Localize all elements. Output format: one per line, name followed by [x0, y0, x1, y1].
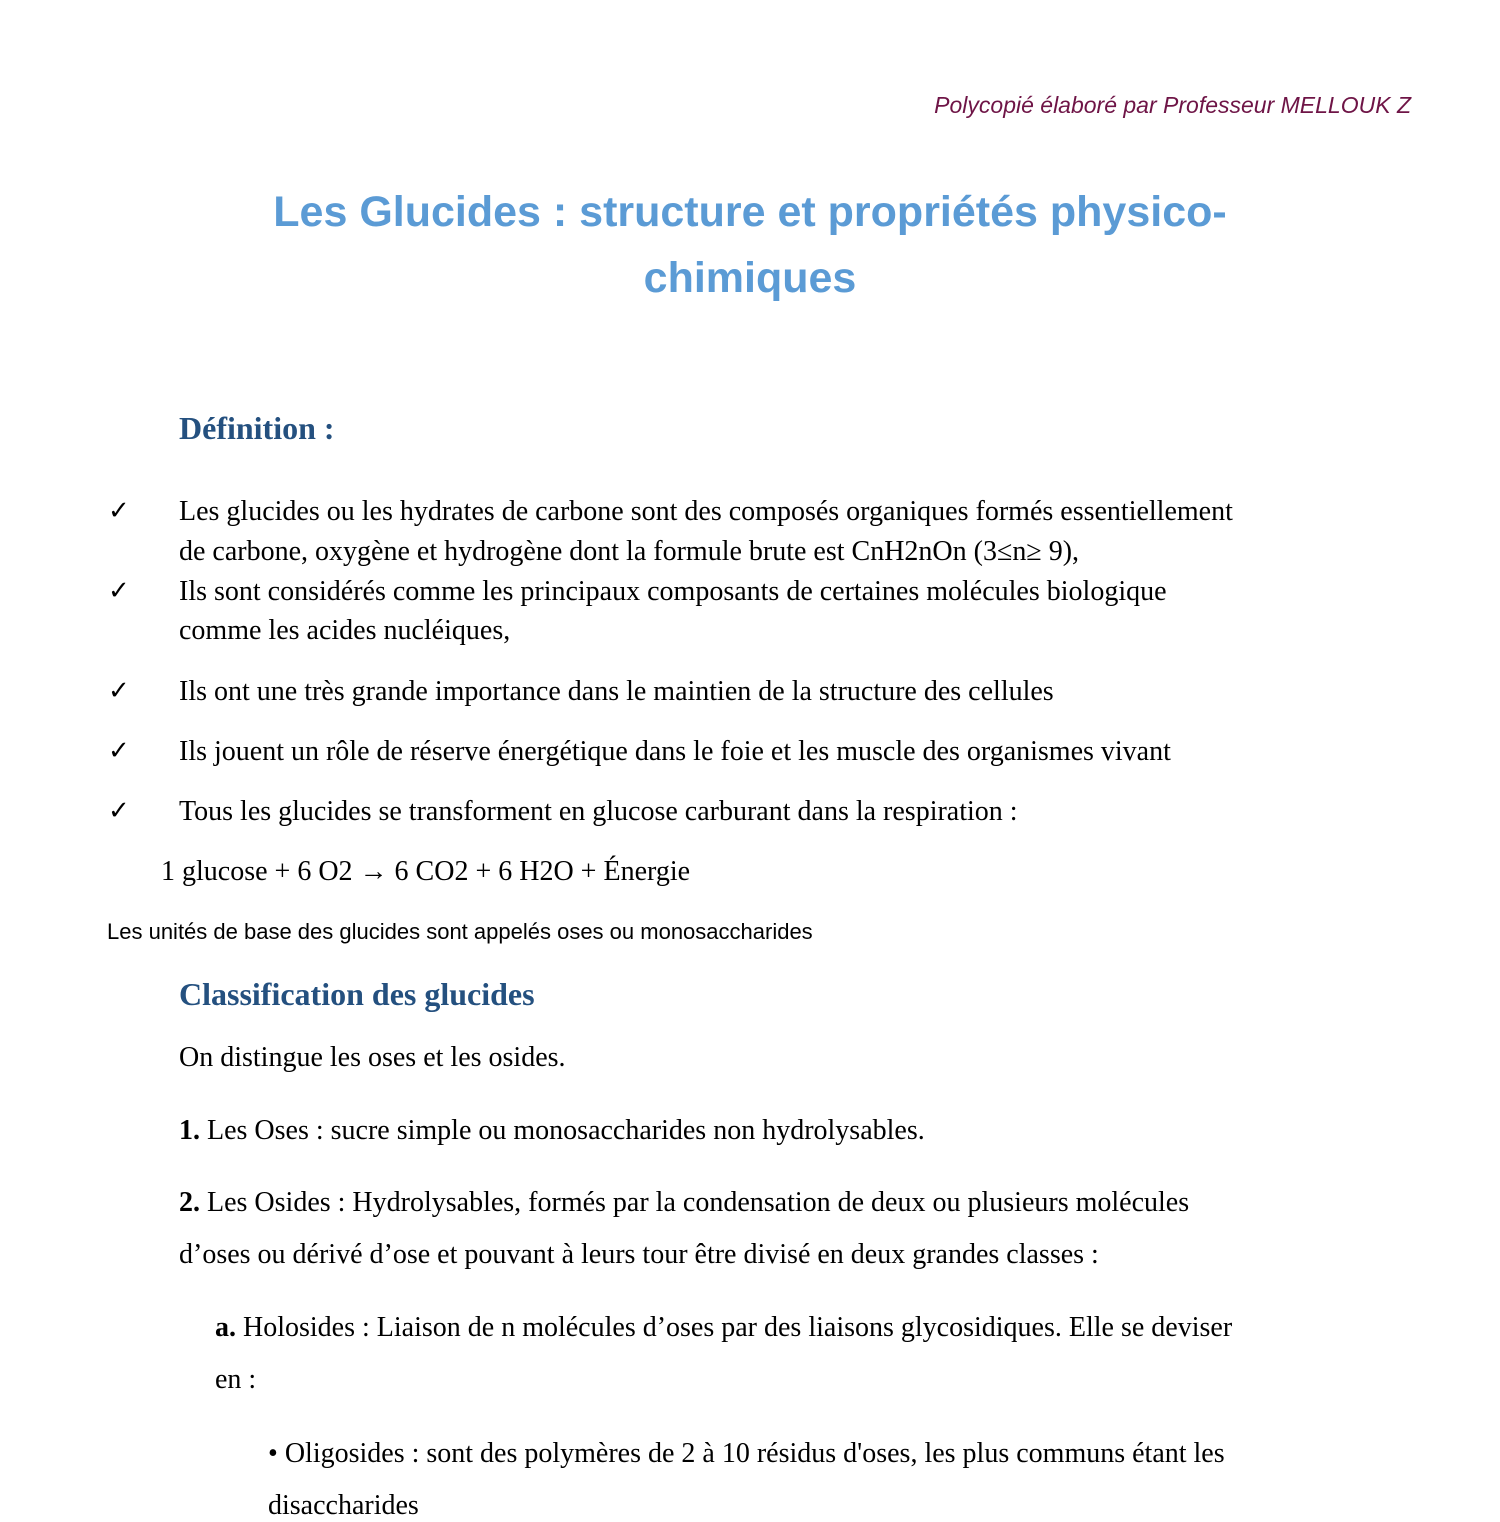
- bullet-icon: •: [268, 1438, 278, 1469]
- bullet-text: Ils sont considérés comme les principaux composants de certaines molécules biologique: [179, 576, 1167, 607]
- classification-intro: On distingue les oses et les osides.: [179, 1042, 566, 1073]
- check-icon: ✓: [108, 676, 130, 706]
- item-number: 1.: [179, 1115, 200, 1146]
- bullet-text: comme les acides nucléiques,: [179, 615, 511, 646]
- item-osides-cont: d’oses ou dérivé d’ose et pouvant à leurs tour être divisé en deux grandes classes :: [179, 1239, 1099, 1270]
- item-number: 2.: [179, 1187, 200, 1218]
- bullet-text: Tous les glucides se transforment en glucose carburant dans la respiration :: [179, 796, 1018, 827]
- bullet-text: Ils ont une très grande importance dans le maintien de la structure des cellules: [179, 676, 1054, 707]
- bullet-text: de carbone, oxygène et hydrogène dont la formule brute est CnH2nOn (3≤n≥ 9),: [179, 536, 1080, 567]
- item-oses: [179, 1115, 925, 1147]
- page-header: Polycopié élaboré par Professeur MELLOUK Z: [934, 92, 1411, 118]
- item-holosides-cont: en :: [215, 1364, 257, 1395]
- bullet-text: Les glucides ou les hydrates de carbone sont des composés organiques formés essentiellement: [179, 496, 1233, 527]
- item-text: Oligosides : sont des polymères de 2 à 10 résidus d'oses, les plus communs étant les: [277, 1438, 1225, 1469]
- check-icon: ✓: [108, 796, 130, 826]
- item-oligosides: [268, 1438, 1225, 1470]
- definition-heading: Définition :: [179, 410, 335, 446]
- item-text: Les Oses : sucre simple ou monosaccharides non hydrolysables.: [200, 1115, 925, 1146]
- check-icon: ✓: [108, 576, 130, 606]
- item-text: Holosides : Liaison de n molécules d’oses par des liaisons glycosidiques. Elle se deviser: [236, 1312, 1233, 1343]
- bullet-text: Ils jouent un rôle de réserve énergétique dans le foie et les muscle des organismes vivant: [179, 736, 1171, 767]
- respiration-equation: 1 glucose + 6 O2 → 6 CO2 + 6 H2O + Énergie: [161, 856, 691, 887]
- item-oligosides-cont: disaccharides: [268, 1490, 419, 1521]
- item-holosides: [215, 1312, 1232, 1344]
- classification-heading: Classification des glucides: [179, 976, 535, 1012]
- check-icon: ✓: [108, 496, 130, 526]
- item-text: Les Osides : Hydrolysables, formés par la condensation de deux ou plusieurs molécules: [200, 1187, 1190, 1218]
- base-units-note: Les unités de base des glucides sont appelés oses ou monosaccharides: [107, 919, 813, 944]
- page-title-line2: chimiques: [643, 254, 857, 302]
- page-title-line1: Les Glucides : structure et propriétés physico-: [273, 188, 1227, 236]
- item-osides: [179, 1187, 1189, 1219]
- check-icon: ✓: [108, 736, 130, 766]
- item-number: a.: [215, 1312, 236, 1343]
